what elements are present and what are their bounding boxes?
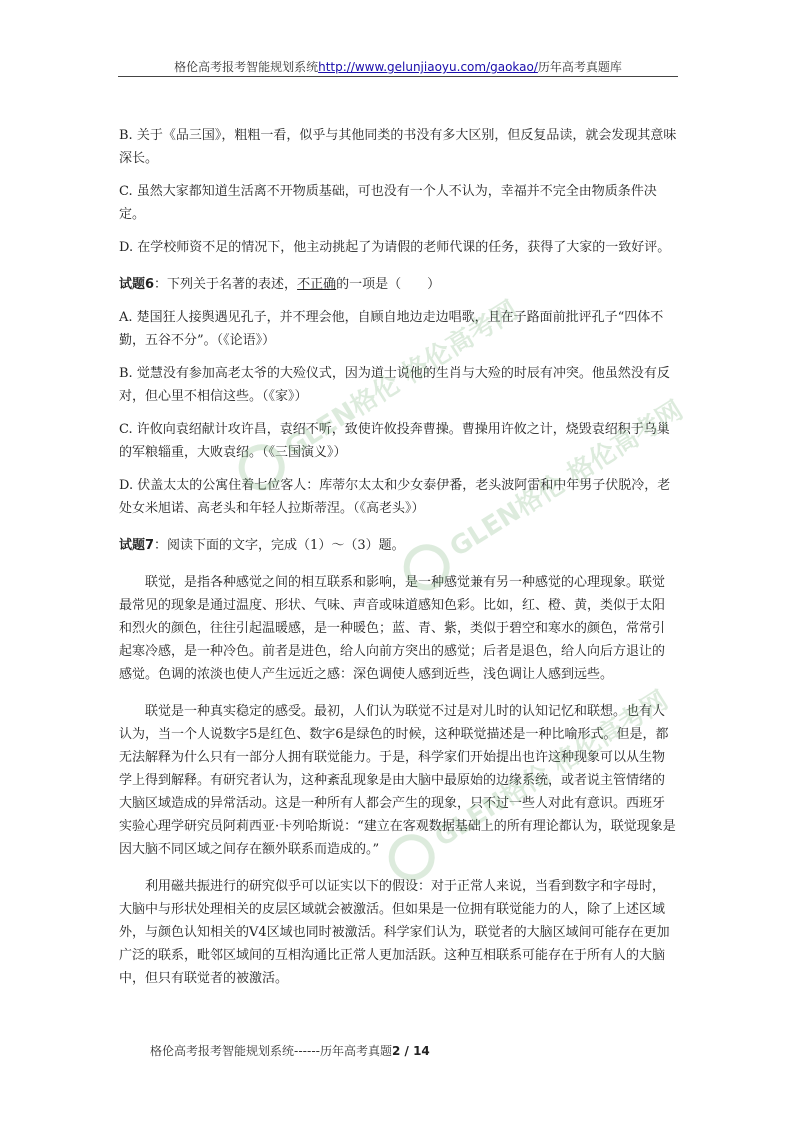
question-6-underlined: 不正确 xyxy=(297,277,337,292)
question-6-option-d: D. 伏盖太太的公寓住着七位客人：库蒂尔太太和少女泰伊番，老头波阿雷和中年男子伏脱冷，老处女米旭诺、高老头和年轻人拉斯蒂涅。（《高老头》） xyxy=(119,478,671,516)
passage-paragraph-1: 联觉，是指各种感觉之间的相互联系和影响，是一种感觉兼有另一种感觉的心理现象。联觉最常见的现象是通过温度、形状、气味、声音或味道感知色彩。比如，红、橙、黄，类似于太阳和烈火的颜色，往往引起温暖感，是一种暖色；蓝、青、紫，类似于碧空和寒水的颜色，常常引起寒冷感，是一种冷色。前者是进色，给人向前方突出的感觉；后者是退色，给人向后方退让的感觉。色调的浓淡也使人产生远近之感：深色调使人感到近些，浅色调让人感到远些。 xyxy=(119,575,666,682)
option-c-q5: C. 虽然大家都知道生活离不开物质基础，可也没有一个人不认为，幸福并不完全由物质条件决定。 xyxy=(119,184,657,222)
question-6-label: 试题6 xyxy=(119,277,155,292)
question-7-stem xyxy=(119,534,677,557)
passage-paragraph-2: 联觉是一种真实稳定的感受。最初，人们认为联觉不过是对儿时的认知记忆和联想。也有人认为，当一个人说数字5是红色、数字6是绿色的时候，这种联觉描述是一种比喻形式。但是，都无法解释为什么只有一部分人拥有联觉能力。于是，科学家们开始提出也许这种现象可以从生物学上得到解释。有研究者认为，这种紊乱现象是由大脑中最原始的边缘系统，或者说主管情绪的大脑区域造成的异常活动。这是一种所有人都会产生的现象，只不过一些人对此有意识。西班牙实验心理学研究员阿莉西亚·卡列哈斯说：“建立在客观数据基础上的所有理论都认为，联觉现象是因大脑不同区域之间存在额外联系而造成的。” xyxy=(119,704,676,857)
option-b-q5: B. 关于《品三国》，粗粗一看，似乎与其他同类的书没有多大区别，但反复品读，就会发现其意味深长。 xyxy=(119,128,677,166)
question-6-option-b: B. 觉慧没有参加高老太爷的大殓仪式，因为道士说他的生肖与大殓的时辰有冲突。他虽然没有反对，但心里不相信这些。（《家》） xyxy=(119,366,670,404)
header-prefix: 格伦高考报考智能规划系统 xyxy=(174,60,319,74)
option-d-q5: D. 在学校师资不足的情况下，他主动挑起了为请假的老师代课的任务，获得了大家的一致好评。 xyxy=(119,240,671,255)
question-6-stem xyxy=(119,273,677,296)
header-suffix: 历年高考真题库 xyxy=(537,60,622,74)
page-header xyxy=(120,58,676,75)
question-6-text-before: ：下列关于名著的表述， xyxy=(154,277,298,292)
question-6-option-c: C. 许攸向袁绍献计攻许昌，袁绍不听，致使许攸投奔曹操。曹操用许攸之计，烧毁袁绍积于乌巢的军粮辎重，大败袁绍。（《三国演义》） xyxy=(119,422,670,460)
passage-paragraph-3: 利用磁共振进行的研究似乎可以证实以下的假设：对于正常人来说，当看到数字和字母时，大脑中与形状处理相关的皮层区域就会被激活。但如果是一位拥有联觉能力的人，除了上述区域外，与颜色认知相关的V4区域也同时被激活。科学家们认为，联觉者的大脑区域间可能存在更加广泛的联系，毗邻区域间的互相沟通比正常人更加活跃。这种互相联系可能存在于所有人的大脑中，但只有联觉者的被激活。 xyxy=(119,879,670,986)
page-footer xyxy=(150,1042,430,1059)
header-divider xyxy=(118,76,678,77)
header-url-link[interactable]: http://www.gelunjiaoyu.com/gaokao/ xyxy=(318,60,538,74)
watermark-slogan: 格伦高考网 xyxy=(562,395,689,490)
watermark-slogan: 格伦高考网 xyxy=(547,685,674,780)
question-7-label: 试题7 xyxy=(119,538,155,553)
watermark-brand: GLEN格伦 xyxy=(444,469,571,564)
question-6-option-a: A. 楚国狂人接舆遇见孔子，并不理会他，自顾自地边走边唱歌，且在子路面前批评孔子“四体不勤，五谷不分”。（《论语》） xyxy=(119,310,664,348)
question-7-text: ：阅读下面的文字，完成（1）～（3）题。 xyxy=(154,538,405,553)
watermark-slogan: 格伦高考网 xyxy=(397,295,524,390)
footer-text: 格伦高考报考智能规划系统------历年高考真题 xyxy=(150,1044,392,1058)
document-body xyxy=(119,124,677,1000)
footer-page-number: 2 / 14 xyxy=(391,1044,430,1058)
watermark-brand: GLEN格伦 xyxy=(429,759,556,854)
question-6-text-after: 的一项是（ ） xyxy=(336,277,441,292)
watermark-brand: GLEN格伦 xyxy=(279,369,406,464)
